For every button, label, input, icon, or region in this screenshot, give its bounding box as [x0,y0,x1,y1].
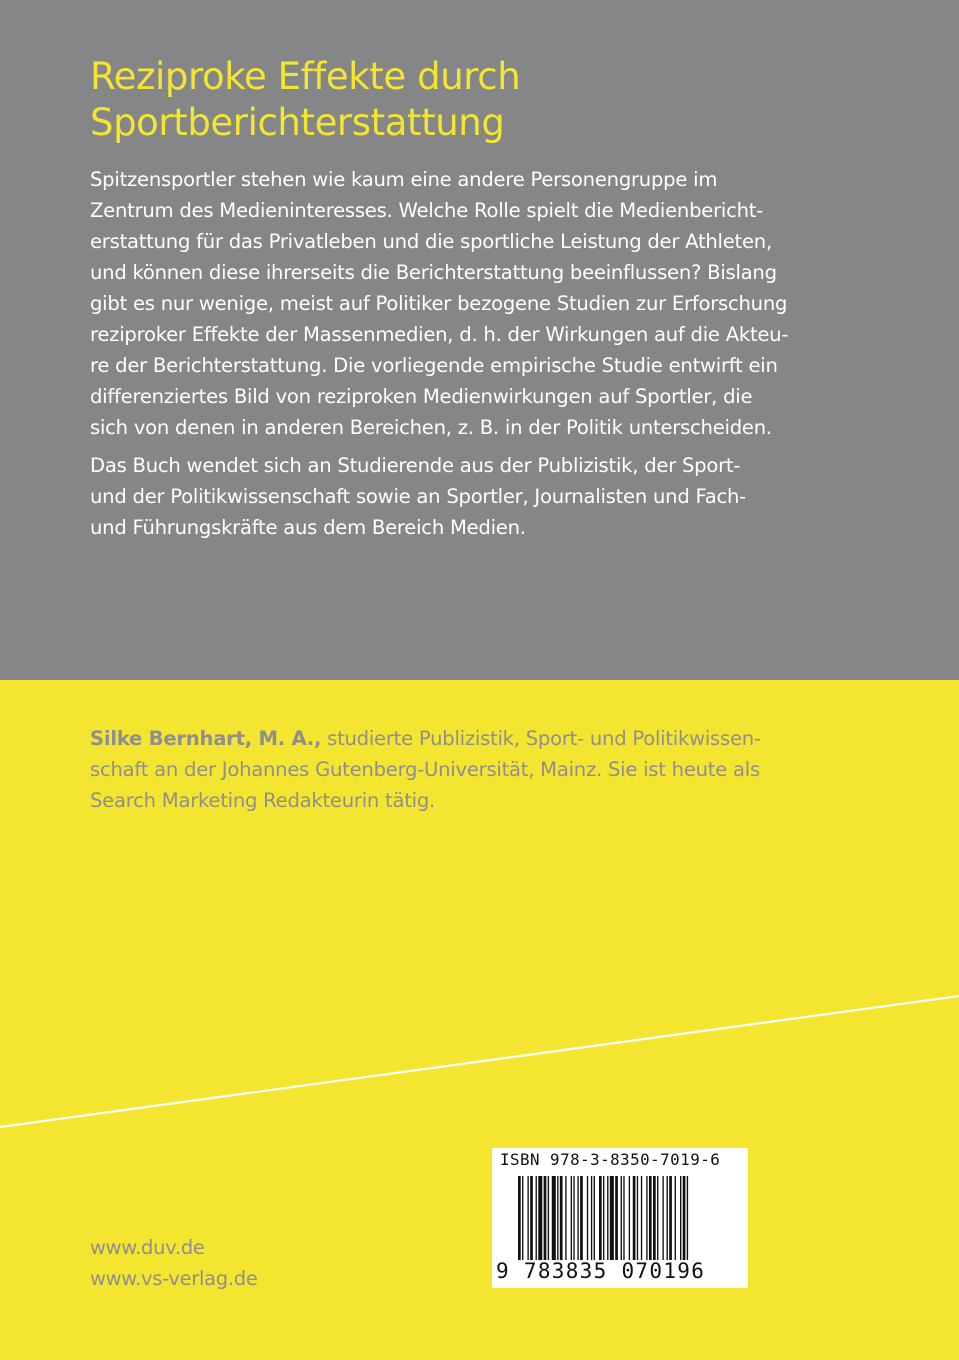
title-line: Reziproke Effekte durch [90,55,521,98]
blurb-line: gibt es nur wenige, meist auf Politiker bezogene Studien zur Erforschung [90,292,788,315]
audience-line: und Führungskräfte aus dem Bereich Medien. [90,516,526,539]
author-bio-first: studierte Publizistik, Sport- und Politikwissen- [321,727,761,750]
publisher-urls [90,1232,258,1294]
barcode-bars [518,1176,740,1260]
blurb-line: reziproker Effekte der Massenmedien, d. h. der Wirkungen auf die Akteu- [90,323,789,346]
author-bio-line: schaft an der Johannes Gutenberg-Universität, Mainz. Sie ist heute als [90,758,760,781]
blurb-paragraph [90,164,788,443]
audience-line: Das Buch wendet sich an Studierende aus der Publizistik, der Sport- [90,454,741,477]
isbn-barcode [492,1148,748,1288]
audience-line: und der Politikwissenschaft sowie an Sportler, Journalisten und Fach- [90,485,746,508]
book-title [90,54,520,146]
blurb-line: erstattung für das Privatleben und die sportliche Leistung der Athleten, [90,230,772,253]
isbn-text: ISBN 978-3-8350-7019-6 [500,1150,721,1169]
blurb-line: Zentrum des Medieninteresses. Welche Rolle spielt die Medienbericht- [90,199,764,222]
ean-digits: 9 783835 070196 [496,1259,706,1283]
url-duv: www.duv.de [90,1236,205,1259]
blurb-line: differenziertes Bild von reziproken Medienwirkungen auf Sportler, die [90,385,753,408]
author-bio-line: Search Marketing Redakteurin tätig. [90,789,436,812]
author-name: Silke Bernhart, M. A., [90,727,322,750]
author-bio [90,723,761,816]
blurb-line: re der Berichterstattung. Die vorliegende empirische Studie entwirft ein [90,354,778,377]
title-line: Sportberichterstattung [90,101,505,144]
audience-paragraph [90,450,746,543]
blurb-line: und können diese ihrerseits die Berichterstattung beeinflussen? Bislang [90,261,777,284]
url-vs-verlag: www.vs-verlag.de [90,1267,258,1290]
blurb-line: Spitzensportler stehen wie kaum eine andere Personengruppe im [90,168,718,191]
blurb-line: sich von denen in anderen Bereichen, z. B. in der Politik unterscheiden. [90,416,772,439]
